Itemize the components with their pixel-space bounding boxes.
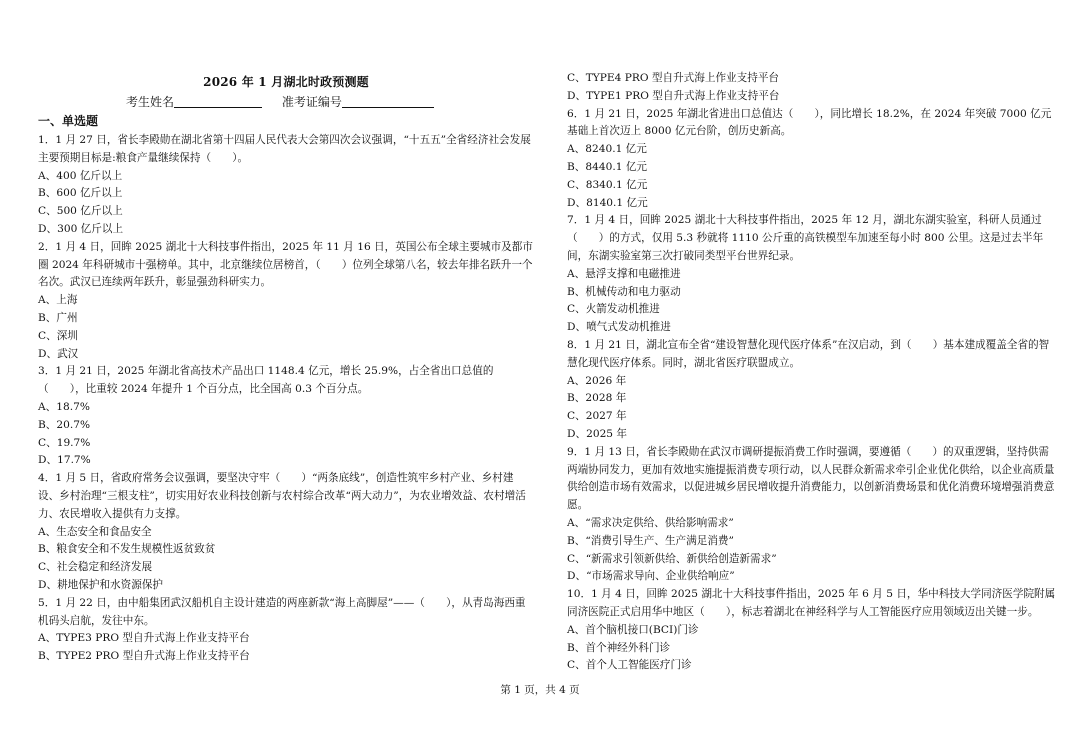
answer-option: B、TYPE2 PRO 型自升式海上作业支持平台 <box>38 650 250 663</box>
answer-option: C、社会稳定和经济发展 <box>38 561 153 574</box>
question-text: 1．1 月 27 日，省长李殿勋在湖北省第十四届人民代表大会第四次会议强调，“十五五”全省经济社会发展主要预期目标是:粮食产量继续保持（ ）。 <box>38 134 531 164</box>
exam-title: 2026 年 1 月湖北时政预测题 <box>203 75 369 89</box>
question-text: 9．1 月 13 日，省长李殿勋在武汉市调研提振消费工作时强调，要遵循（ ）的双重逻辑，坚持供需两端协同发力，更加有效地实施提振消费专项行动，以人民群众新需求牵引企业优化供给，以企业高质量供给创造市场有效需求，以促进城乡居民增收提升消费能力，以创新消费场景和优化消费环境增强消费意愿。 <box>567 445 1055 512</box>
answer-option: A、TYPE3 PRO 型自升式海上作业支持平台 <box>38 632 250 645</box>
answer-option: C、2027 年 <box>567 410 627 423</box>
answer-option: D、17.7% <box>38 454 91 467</box>
answer-option: B、600 亿斤以上 <box>38 187 123 200</box>
answer-option: B、20.7% <box>38 418 91 431</box>
answer-option: A、“需求决定供给、供给影响需求” <box>567 516 734 529</box>
answer-option: C、深圳 <box>38 329 78 342</box>
answer-option: C、火箭发动机推进 <box>567 303 660 316</box>
question-text: 8．1 月 21 日，湖北宣布全省“建设智慧化现代医疗体系”在汉启动，到（ ）基本建成覆盖全省的智慧化现代医疗体系。同时，湖北省医疗联盟成立。 <box>567 338 1050 369</box>
answer-option: B、8440.1 亿元 <box>567 160 648 173</box>
answer-option: A、400 亿斤以上 <box>38 169 123 182</box>
left-column <box>38 132 534 666</box>
answer-option: A、悬浮支撑和电磁推进 <box>567 267 681 280</box>
answer-option: B、2028 年 <box>567 392 627 405</box>
name-label: 考生姓名 <box>126 95 175 109</box>
question-text: 7．1 月 4 日，回眸 2025 湖北十大科技事件指出，2025 年 12 月，湖北东湖实验室，科研人员通过（ ）的方式，仅用 5.3 秒就将 1110 公斤重的高铁模型车加速至每小时 800 公里。这是过去半年间，东湖实验室第三次打破同类型平台世界纪录。 <box>567 214 1044 262</box>
answer-option: D、TYPE1 PRO 型自升式海上作业支持平台 <box>567 89 780 102</box>
question-text: 6．1 月 21 日，2025 年湖北省进出口总值达（ ），同比增长 18.2%，在 2024 年突破 7000 亿元基础上首次迈上 8000 亿元台阶，创历史新高。 <box>567 107 1052 138</box>
answer-option: D、耕地保护和水资源保护 <box>38 578 164 591</box>
answer-option: B、“消费引导生产、生产满足消费” <box>567 534 734 547</box>
answer-option: D、武汉 <box>38 347 79 360</box>
question-text: 2．1 月 4 日，回眸 2025 湖北十大科技事件指出，2025 年 11 月 16 日，英国公布全球主要城市及都市圈 2024 年科研城市十强榜单。其中，北京继续位居榜首，（ ）位列全球第八名，较去年排名跃升一个名次。武汉已连续两年跃升，彰显强劲科研实力。 <box>38 240 533 289</box>
answer-option: A、8240.1 亿元 <box>567 143 647 156</box>
answer-option: C、首个人工智能医疗门诊 <box>567 659 692 672</box>
answer-option: A、2026 年 <box>567 374 627 387</box>
answer-option: C、8340.1 亿元 <box>567 178 648 191</box>
question-text: 3．1 月 21 日，2025 年湖北省高技术产品出口 1148.4 亿元，增长 25.9%，占全省出口总值的（ ），比重较 2024 年提升 1 个百分点，比全国高 0.3 个百分点。 <box>38 365 494 396</box>
answer-option: D、8140.1 亿元 <box>567 196 648 209</box>
answer-option: A、生态安全和食品安全 <box>38 525 152 538</box>
name-blank <box>174 93 262 108</box>
candidate-info <box>126 93 434 110</box>
answer-option: A、首个脑机接口(BCI)门诊 <box>567 623 699 636</box>
answer-option: C、19.7% <box>38 436 91 449</box>
answer-option: D、300 亿斤以上 <box>38 222 124 235</box>
section-heading: 一、单选题 <box>38 114 99 128</box>
answer-option: D、2025 年 <box>567 427 628 440</box>
id-blank <box>342 93 434 108</box>
answer-option: C、500 亿斤以上 <box>38 205 123 218</box>
id-label: 准考证编号 <box>281 95 342 109</box>
answer-option: A、18.7% <box>38 400 90 413</box>
answer-option: D、喷气式发动机推进 <box>567 321 671 334</box>
question-text: 5．1 月 22 日，由中船集团武汉船机自主设计建造的两座新款“海上高脚屋”——（ ），从青岛海西重机码头启航，发往中东。 <box>38 596 526 627</box>
answer-option: D、“市场需求导向、企业供给响应” <box>567 570 735 583</box>
answer-option: B、首个神经外科门诊 <box>567 641 671 654</box>
answer-option: B、机械传动和电力驱动 <box>567 285 681 298</box>
answer-option: C、TYPE4 PRO 型自升式海上作业支持平台 <box>567 72 780 84</box>
answer-option: B、广州 <box>38 311 78 324</box>
page-footer: 第 1 页，共 4 页 <box>500 684 580 696</box>
right-column <box>567 70 1057 675</box>
question-text: 4．1 月 5 日，省政府常务会议强调，要坚决守牢（ ）“两条底线”，创造性筑牢乡村产业、乡村建设、乡村治理“三根支柱”，切实用好农业科技创新与农村综合改革“两大动力”，为农业增效益、农村增活力、农民增收入提供有力支撑。 <box>38 472 526 520</box>
answer-option: A、上海 <box>38 294 78 307</box>
answer-option: C、“新需求引领新供给、新供给创造新需求” <box>567 552 777 565</box>
answer-option: B、粮食安全和不发生规模性返贫致贫 <box>38 543 216 556</box>
question-text: 10．1 月 4 日，回眸 2025 湖北十大科技事件指出，2025 年 6 月 5 日，华中科技大学同济医学院附属同济医院正式启用华中地区（ ），标志着湖北在神经科学与人工智能医疗应用领域迈出关键一步。 <box>567 588 1056 618</box>
